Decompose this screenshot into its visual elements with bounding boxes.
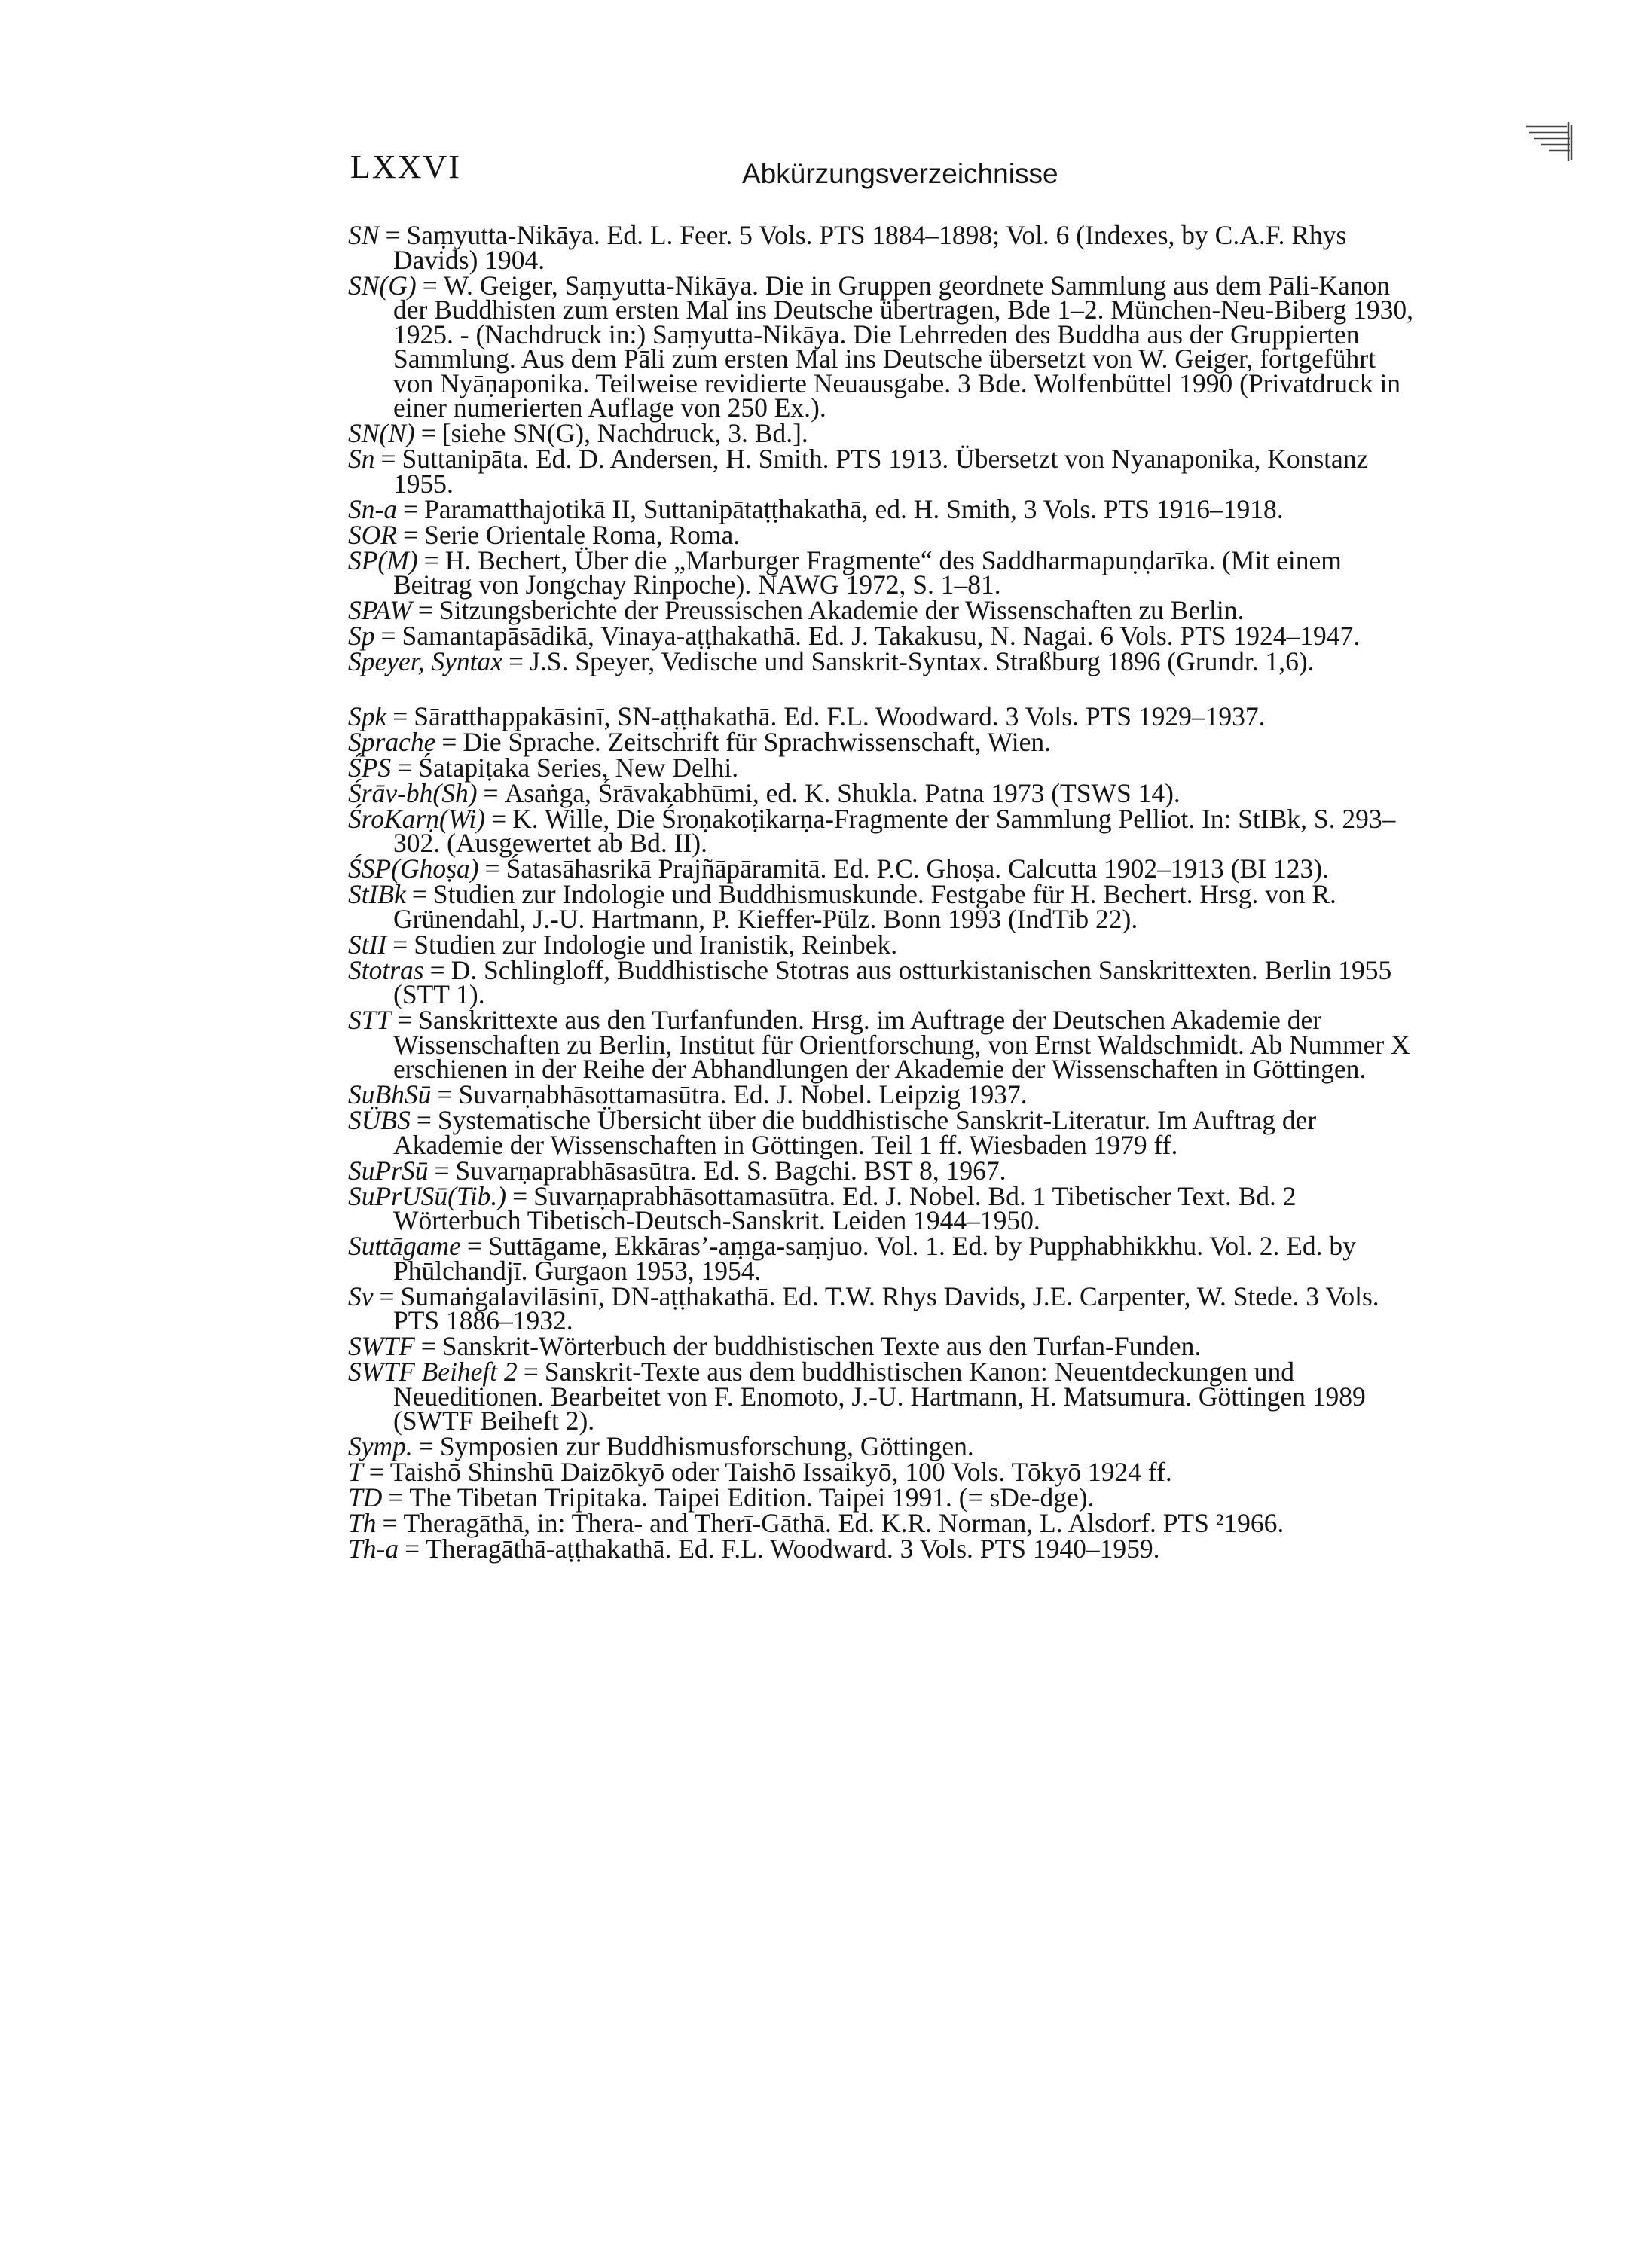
entry-text: J.S. Speyer, Vedische und Sanskrit-Syntax. Straßburg 1896 (Grundr. 1,6). — [530, 646, 1315, 676]
equals-sign: = — [379, 1281, 395, 1311]
entry-text: Suvarṇaprabhāsottamasūtra. Ed. J. Nobel. Bd. 1 Tibetischer Text. Bd. 2 Wörterbuch Tibetisch-Deutsch-Sanskrit. Leiden 1944–1950. — [393, 1180, 1297, 1235]
entry-text: K. Wille, Die Śroṇakoṭikarṇa-Fragmente der Sammlung Pelliot. In: StIBk, S. 293–302. (Ausgewertet ab Bd. II). — [393, 803, 1396, 858]
entry-abbreviation: TD — [348, 1482, 383, 1513]
list-item — [348, 1005, 1418, 1084]
entry-abbreviation: SuPrUSū(Tib.) — [348, 1180, 507, 1211]
list-item — [348, 726, 1418, 757]
entry-abbreviation: StIBk — [348, 879, 406, 909]
entry-text: Saṃyutta-Nikāya. Ed. L. Feer. 5 Vols. PTS 1884–1898; Vol. 6 (Indexes, by C.A.F. Rhys Davids) 1904. — [393, 220, 1347, 275]
entry-text: Theragāthā-aṭṭhakathā. Ed. F.L. Woodward. 3 Vols. PTS 1940–1959. — [426, 1534, 1160, 1564]
entry-abbreviation: Th — [348, 1508, 377, 1538]
entry-abbreviation: Th-a — [348, 1534, 399, 1564]
entry-text: Asaṅga, Śrāvakabhūmi, ed. K. Shukla. Patna 1973 (TSWS 14). — [504, 777, 1181, 808]
entry-text: Die Sprache. Zeitschrift für Sprachwissenschaft, Wien. — [463, 726, 1052, 757]
equals-sign: = — [422, 270, 438, 301]
equals-sign: = — [484, 853, 500, 884]
entry-abbreviation: SN(G) — [348, 270, 417, 301]
equals-sign: = — [417, 595, 433, 625]
equals-sign: = — [403, 519, 419, 550]
list-item — [348, 777, 1418, 808]
entry-text: Suttāgame, Ekkāras’-aṃga-saṃjuo. Vol. 1. Ed. by Pupphabhikkhu. Vol. 2. Ed. by Phūlchandjī. Gurgaon 1953, 1954. — [393, 1231, 1356, 1286]
equals-sign: = — [434, 1155, 450, 1186]
list-item — [348, 1231, 1418, 1286]
entry-text: Sanskrittexte aus den Turfanfunden. Hrsg. im Auftrage der Deutschen Akademie der Wissenschaften zu Berlin, Institut für Orientforschung, von Ernst Waldschmidt. Ab Nummer X erschienen in der Reihe der Abhandlungen der Akademie der Wissenschaften in Göttingen. — [393, 1005, 1410, 1084]
list-item — [348, 1457, 1418, 1487]
list-item — [348, 853, 1418, 884]
entry-text: Sitzungsberichte der Preussischen Akademie der Wissenschaften zu Berlin. — [438, 595, 1245, 625]
page-number: LXXVI — [350, 148, 461, 185]
entry-abbreviation: Speyer, Syntax — [348, 646, 503, 676]
entry-abbreviation: ŚPS — [348, 752, 392, 783]
equals-sign: = — [397, 752, 413, 783]
list-item — [348, 519, 1418, 550]
list-item — [348, 621, 1418, 651]
entry-text: Symposien zur Buddhismusforschung, Göttingen. — [439, 1431, 974, 1461]
entry-text: Theragāthā, in: Thera- and Therī-Gāthā. Ed. K.R. Norman, L. Alsdorf. PTS ²1966. — [403, 1508, 1284, 1538]
entry-abbreviation: Sv — [348, 1281, 374, 1311]
equals-sign: = — [466, 1231, 482, 1261]
equals-sign: = — [405, 1534, 420, 1564]
equals-sign: = — [512, 1180, 528, 1211]
list-item — [348, 1331, 1418, 1361]
list-item — [348, 1508, 1418, 1538]
list-item — [348, 1105, 1418, 1160]
list-item — [348, 270, 1418, 423]
equals-sign: = — [397, 1005, 413, 1035]
list-item — [348, 646, 1418, 676]
list-item — [348, 545, 1418, 600]
entry-abbreviation: SuPrSū — [348, 1155, 429, 1186]
entry-abbreviation: StII — [348, 929, 387, 960]
entry-abbreviation: Sn-a — [348, 493, 398, 524]
entry-abbreviation: ŚSP(Ghoṣa) — [348, 853, 479, 884]
equals-sign: = — [420, 418, 436, 448]
entry-abbreviation: SÜBS — [348, 1105, 411, 1135]
list-item — [348, 752, 1418, 783]
list-item — [348, 1281, 1418, 1335]
entry-text: W. Geiger, Saṃyutta-Nikāya. Die in Gruppen geordnete Sammlung aus dem Pāli-Kanon der Buddhisten zum ersten Mal ins Deutsche übertragen, Bde 1–2. München-Neu-Biberg 1930, 1925. - (Nachdruck in:) Saṃyutta-Nikāya. Die Lehrreden des Buddha aus der Gruppierten Sammlung. Aus dem Pāli zum ersten Mal ins Deutsche übersetzt von W. Geiger, fortgeführt von Nyāṇaponika. Teilweise revidierte Neuausgabe. 3 Bde. Wolfenbüttel 1990 (Privatdruck in einer numerierten Auflage von 250 Ex.). — [393, 270, 1413, 423]
entry-abbreviation: SN — [348, 220, 380, 250]
entry-text: Sāratthappakāsinī, SN-aṭṭhakathā. Ed. F.L. Woodward. 3 Vols. PTS 1929–1937. — [414, 701, 1266, 731]
entry-abbreviation: Śrāv-bh(Sh) — [348, 777, 478, 808]
entry-text: Suttanipāta. Ed. D. Andersen, H. Smith. PTS 1913. Übersetzt von Nyanaponika, Konstanz 1955. — [393, 444, 1369, 499]
list-item — [348, 701, 1418, 731]
equals-sign: = — [368, 1457, 384, 1487]
list-item — [348, 220, 1418, 275]
entry-abbreviation: SWTF Beiheft 2 — [348, 1357, 518, 1387]
entry-abbreviation: SWTF — [348, 1331, 415, 1361]
entry-text: Sanskrit-Wörterbuch der buddhistischen Texte aus den Turfan-Funden. — [441, 1331, 1202, 1361]
entry-abbreviation: Spk — [348, 701, 387, 731]
entry-abbreviation: SP(M) — [348, 545, 418, 575]
entry-abbreviation: Sprache — [348, 726, 436, 757]
entry-abbreviation: SuBhSū — [348, 1079, 432, 1110]
equals-sign: = — [523, 1357, 539, 1387]
entry-abbreviation: Sp — [348, 621, 375, 651]
list-item — [348, 493, 1418, 524]
list-item — [348, 803, 1418, 858]
entry-abbreviation: STT — [348, 1005, 392, 1035]
entry-text: Serie Orientale Roma, Roma. — [424, 519, 741, 550]
entry-abbreviation: SPAW — [348, 595, 412, 625]
list-item — [348, 1431, 1418, 1461]
entry-text: Taishō Shinshū Daizōkyō oder Taishō Issaikyō, 100 Vols. Tōkyō 1924 ff. — [389, 1457, 1172, 1487]
entry-abbreviation: SN(N) — [348, 418, 415, 448]
equals-sign: = — [416, 1105, 432, 1135]
equals-sign: = — [491, 803, 507, 834]
equals-sign: = — [429, 954, 445, 985]
equals-sign: = — [388, 1482, 404, 1513]
entry-abbreviation: ŚroKarṇ(Wi) — [348, 803, 486, 834]
list-item — [348, 418, 1418, 448]
list-item — [348, 1180, 1418, 1235]
entry-text: Suvarṇabhāsottamasūtra. Ed. J. Nobel. Leipzig 1937. — [458, 1079, 1028, 1110]
list-item — [348, 1155, 1418, 1186]
abbreviation-list — [348, 220, 1418, 1564]
list-item — [348, 879, 1418, 934]
equals-sign: = — [392, 929, 408, 960]
entry-text: Sumaṅgalavilāsinī, DN-aṭṭhakathā. Ed. T.W. Rhys Davids, J.E. Carpenter, W. Stede. 3 Vols. PTS 1886–1932. — [393, 1281, 1379, 1335]
list-item — [348, 1357, 1418, 1436]
list-item — [348, 954, 1418, 1009]
equals-sign: = — [418, 1431, 434, 1461]
entry-abbreviation: Stotras — [348, 954, 424, 985]
entry-text: D. Schlingloff, Buddhistische Stotras aus ostturkistanischen Sanskrittexten. Berlin 1955 (STT 1). — [393, 954, 1392, 1009]
entry-text: Sanskrit-Texte aus dem buddhistischen Kanon: Neuentdeckungen und Neueditionen. Bearbeitet von F. Enomoto, J.-U. Hartmann, H. Matsumura. Göttingen 1989 (SWTF Beiheft 2). — [393, 1357, 1366, 1436]
entry-abbreviation: T — [348, 1457, 363, 1487]
entry-text: Śatapiṭaka Series, New Delhi. — [418, 752, 739, 783]
equals-sign: = — [403, 493, 419, 524]
entry-text: Samantapāsādikā, Vinaya-aṭṭhakathā. Ed. J. Takakusu, N. Nagai. 6 Vols. PTS 1924–1947. — [402, 621, 1361, 651]
entry-text: Śatasāhasrikā Prajñāpāramitā. Ed. P.C. Ghoṣa. Calcutta 1902–1913 (BI 123). — [506, 853, 1329, 884]
equals-sign: = — [420, 1331, 436, 1361]
equals-sign: = — [423, 545, 439, 575]
entry-text: H. Bechert, Über die „Marburger Fragmente“ des Saddharmapuṇḍarīka. (Mit einem Beitrag von Jongchay Rinpoche). NAWG 1972, S. 1–81. — [393, 545, 1342, 600]
equals-sign: = — [483, 777, 499, 808]
entry-text: Studien zur Indologie und Buddhismuskunde. Festgabe für H. Bechert. Hrsg. von R. Grünendahl, J.-U. Hartmann, P. Kieffer-Pülz. Bonn 1993 (IndTib 22). — [393, 879, 1336, 934]
equals-sign: = — [411, 879, 427, 909]
list-item — [348, 595, 1418, 625]
equals-sign: = — [509, 646, 524, 676]
page-header — [350, 148, 1503, 200]
list-item — [348, 1079, 1418, 1110]
list-item — [348, 444, 1418, 499]
equals-sign: = — [392, 701, 408, 731]
entry-text: The Tibetan Tripitaka. Taipei Edition. Taipei 1991. (= sDe-dge). — [409, 1482, 1095, 1513]
equals-sign: = — [380, 621, 396, 651]
entry-text: Suvarṇaprabhāsasūtra. Ed. S. Bagchi. BST 8, 1967. — [455, 1155, 1006, 1186]
list-item — [348, 1534, 1418, 1564]
entry-abbreviation: Suttāgame — [348, 1231, 461, 1261]
equals-sign: = — [385, 220, 401, 250]
entry-text: Paramatthajotikā II, Suttanipātaṭṭhakathā, ed. H. Smith, 3 Vols. PTS 1916–1918. — [424, 493, 1284, 524]
entry-text: Studien zur Indologie und Iranistik, Reinbek. — [414, 929, 898, 960]
running-head: Abkürzungsverzeichnisse — [742, 158, 1058, 189]
equals-sign: = — [380, 444, 396, 474]
equals-sign: = — [441, 726, 457, 757]
equals-sign: = — [437, 1079, 453, 1110]
entry-abbreviation: SOR — [348, 519, 398, 550]
entry-abbreviation: Symp. — [348, 1431, 413, 1461]
list-item — [348, 1482, 1418, 1513]
scan-corner-mark — [1522, 119, 1576, 163]
entry-abbreviation: Sn — [348, 444, 375, 474]
entry-text: Systematische Übersicht über die buddhistische Sanskrit-Literatur. Im Auftrag der Akademie der Wissenschaften in Göttingen. Teil 1 ff. Wiesbaden 1979 ff. — [393, 1105, 1317, 1160]
list-item — [348, 929, 1418, 960]
equals-sign: = — [382, 1508, 398, 1538]
entry-text: [siehe SN(G), Nachdruck, 3. Bd.]. — [441, 418, 808, 448]
